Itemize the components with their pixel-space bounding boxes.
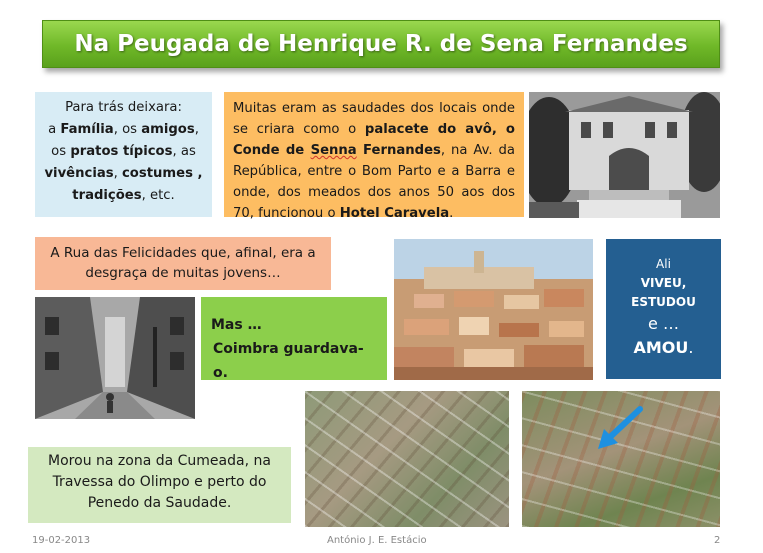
costumes-text: costumes , [121, 166, 203, 181]
slide-title-banner [42, 20, 720, 68]
left-text: , as [172, 144, 196, 159]
footer-date: 19-02-2013 [32, 535, 91, 546]
coimbra-drawing [394, 239, 593, 380]
viveu-text: VIVEU, [640, 276, 687, 290]
morou-box [28, 447, 291, 523]
pratos-text: pratos típicos [70, 144, 173, 159]
mid-bold-hotel: Hotel Caravela [339, 206, 450, 221]
amigos-text: amigos [141, 122, 195, 137]
left-text: , [194, 122, 199, 137]
ali-viveu-box [606, 239, 721, 379]
arrow-icon [522, 391, 720, 527]
coimbra-box [201, 297, 387, 380]
tradicoes-text: tradições [72, 188, 142, 203]
mid-text: . [449, 206, 454, 221]
amou-text: AMOU [633, 338, 689, 357]
familia-text: Família [60, 122, 114, 137]
left-text: a [48, 122, 61, 137]
amou-dot: . [688, 338, 694, 357]
left-text: , etc. [141, 188, 175, 203]
left-text: os [51, 144, 71, 159]
palacete-text-box [224, 92, 524, 221]
mid-text: , na Av. da República, entre o Bom Parto e a Barra e onde, dos meados dos anos 50 aos dos 70, funcionou o [233, 143, 515, 221]
vivencias-text: vivências [44, 166, 114, 181]
ali-text: Ali [656, 257, 671, 271]
left-text: , os [113, 122, 142, 137]
mid-text: Muitas eram as saudades dos locais onde se criara como o [233, 101, 515, 137]
e-text: e … [648, 314, 679, 333]
palace-photo [529, 92, 720, 218]
coimbra-photo [394, 239, 593, 380]
aerial-photo-cumeada [522, 391, 720, 527]
left-line1: Para trás deixara: [65, 100, 182, 115]
rua-felicidades-text: A Rua das Felicidades que, afinal, era a desgraça de muitas jovens… [50, 245, 316, 281]
rua-felicidades-box [35, 237, 331, 290]
aerial-photo-city [305, 391, 509, 527]
street-drawing [35, 297, 195, 419]
street-photo [35, 297, 195, 419]
mid-bold-senna: Senna [310, 143, 357, 158]
palace-drawing [529, 92, 720, 218]
estudou-text: ESTUDOU [631, 295, 696, 309]
coimbra-guardava-text: Coimbra guardava-o. [213, 341, 364, 381]
mid-bold-fernandes: Fernandes [356, 143, 441, 158]
left-text-box [35, 92, 212, 217]
slide-title: Na Peugada de Henrique R. de Sena Fernandes [74, 31, 688, 57]
left-text: , [113, 166, 122, 181]
mas-text: Mas … [211, 317, 262, 333]
mid-bold-palacete: palacete do avô, o Conde de [233, 122, 515, 158]
footer-page-number: 2 [714, 535, 721, 546]
footer-author: António J. E. Estácio [327, 535, 427, 546]
morou-text: Morou na zona da Cumeada, na Travessa do Olimpo e perto do Penedo da Saudade. [48, 453, 271, 511]
